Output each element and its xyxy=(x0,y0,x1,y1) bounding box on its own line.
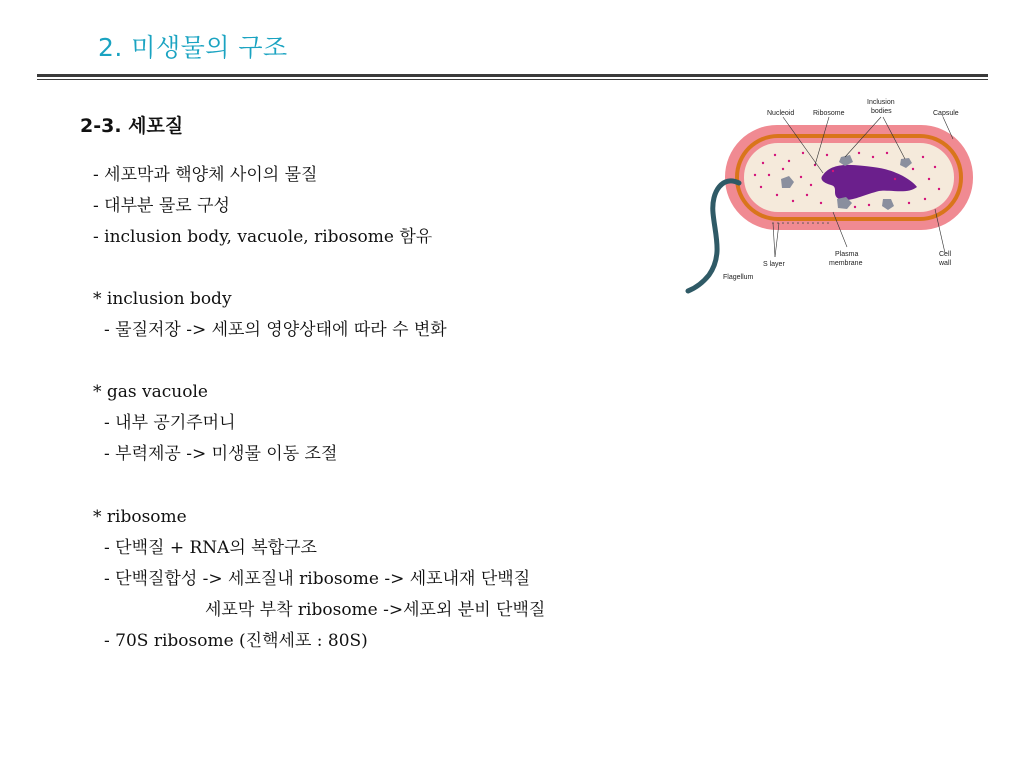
text-line: - inclusion body, vacuole, ribosome 함유 xyxy=(93,227,433,247)
bacterial-cell-diagram xyxy=(683,95,983,295)
text-line: - 내부 공기주머니 xyxy=(104,413,236,433)
text-line: * gas vacuole xyxy=(93,382,208,402)
label-plasma: Plasma xyxy=(835,251,859,258)
text-line: - 세포막과 핵양체 사이의 물질 xyxy=(93,165,318,185)
text-line: 세포막 부착 ribosome ->세포외 분비 단백질 xyxy=(205,600,546,620)
label-ribosome: Ribosome xyxy=(813,110,845,117)
text-line: * ribosome xyxy=(93,507,187,527)
title-divider-thin xyxy=(37,79,988,80)
text-line: - 단백질합성 -> 세포질내 ribosome -> 세포내재 단백질 xyxy=(104,569,531,589)
label-nucleoid: Nucleoid xyxy=(767,110,795,117)
label-capsule: Capsule xyxy=(933,110,959,117)
section-subtitle: 2-3. 세포질 xyxy=(80,115,184,137)
title-divider-thick xyxy=(37,74,988,77)
label-s-layer: S layer xyxy=(763,261,785,268)
text-line: * inclusion body xyxy=(93,289,232,309)
text-line: - 물질저장 -> 세포의 영양상태에 따라 수 변화 xyxy=(104,320,447,340)
label-bodies: bodies xyxy=(871,108,892,115)
label-wall: wall xyxy=(939,260,952,267)
text-line: - 대부분 물로 구성 xyxy=(93,196,230,216)
label-flagellum: Flagellum xyxy=(723,274,754,281)
label-membrane: membrane xyxy=(829,260,863,267)
page-title: 2. 미생물의 구조 xyxy=(98,33,288,62)
text-line: - 부력제공 -> 미생물 이동 조절 xyxy=(104,444,338,464)
text-line: - 70S ribosome (진핵세포 : 80S) xyxy=(104,631,368,651)
text-line: - 단백질 + RNA의 복합구조 xyxy=(104,538,317,558)
label-inclusion: Inclusion xyxy=(867,99,895,106)
label-cell: Cell xyxy=(939,251,952,258)
